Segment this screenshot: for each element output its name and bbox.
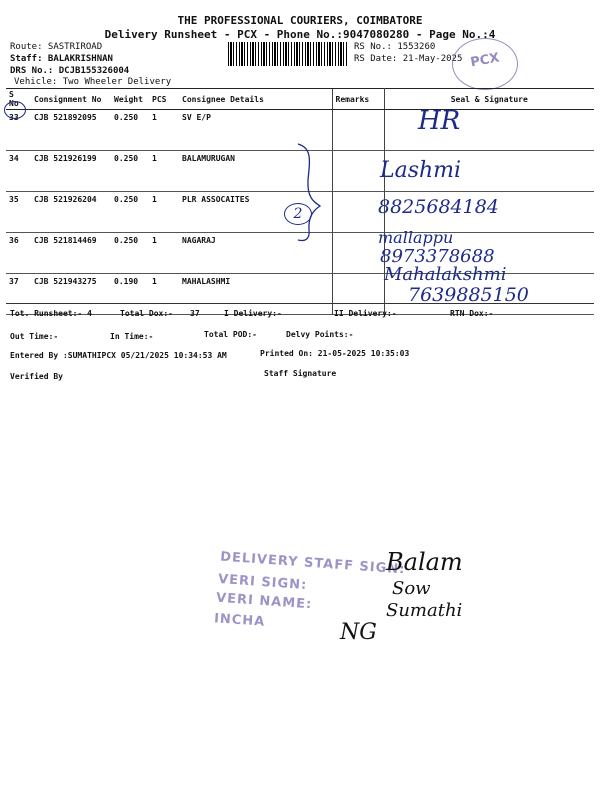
circle-mark (4, 101, 26, 119)
stamp-line-2: VERI SIGN: (217, 571, 308, 594)
circled-two-text: 2 (293, 206, 303, 222)
tot-runsheet: Tot. Runsheet:- 4 (10, 309, 92, 318)
verified-by: Verified By (10, 372, 63, 381)
bracket-mark (280, 140, 330, 245)
staff-signature: Staff Signature (264, 369, 337, 378)
total-pod: Total POD:- (204, 330, 257, 339)
weight: 0.250 (114, 154, 139, 163)
consignee: NAGARAJ (182, 236, 216, 245)
col-seal: Seal & Signature (384, 89, 594, 110)
stamp-sign-2: Sow (392, 578, 431, 599)
rs-date: RS Date: 21-May-2025 (354, 54, 463, 64)
remarks (332, 233, 384, 274)
in-time: In Time:- (110, 332, 154, 341)
weight: 0.190 (114, 277, 139, 286)
pcs: 1 (152, 277, 157, 286)
sno: 37 (9, 277, 19, 286)
route: Route: SASTRIROAD (10, 42, 103, 52)
stamp-line-3: VERI NAME: (215, 590, 313, 613)
pcs: 1 (152, 113, 157, 122)
weight: 0.250 (114, 195, 139, 204)
sno: 36 (9, 236, 19, 245)
pcx-stamp (452, 38, 518, 90)
handwritten-phone-3: 7639885150 (408, 284, 529, 306)
stamp-sign-1: Balam (386, 548, 463, 576)
remarks (332, 192, 384, 233)
col-pcs: PCS (149, 89, 179, 110)
out-time: Out Time:- (10, 332, 59, 341)
col-weight: Weight (111, 89, 149, 110)
barcode (228, 42, 348, 66)
entered-by: Entered By :SUMATHIPCX 05/21/2025 10:34:53 AM (10, 351, 227, 360)
remarks (332, 110, 384, 151)
stamp-line-1: DELIVERY STAFF SIGN: (219, 549, 406, 578)
col-sno: S No (6, 89, 31, 110)
handwritten-name-5: Mahalakshmi (384, 264, 507, 285)
company-title: THE PROFESSIONAL COURIERS, COIMBATORE (177, 14, 423, 27)
total-dox-label: Total Dox:- (120, 309, 173, 318)
delvy-points: Delvy Points:- (286, 330, 354, 339)
staff: Staff: BALAKRISHNAN (10, 54, 113, 64)
circled-two (284, 203, 312, 225)
consignment-no: CJB 521926199 (34, 154, 97, 163)
drs-number: DRS No.: DCJB155326004 (10, 66, 130, 76)
total-dox-value: 37 (190, 309, 200, 318)
footer-divider (6, 303, 594, 304)
printed-on: Printed On: 21-05-2025 10:35:03 (260, 349, 410, 358)
consignee: SV E/P (182, 113, 211, 122)
consignment-no: CJB 521926204 (34, 195, 97, 204)
rtn-dox: RTN Dox:- (450, 309, 494, 318)
col-remarks: Remarks (332, 89, 384, 110)
consignment-no: CJB 521892095 (34, 113, 97, 122)
handwritten-name-4: mallappu (378, 228, 454, 247)
sno: 33 (9, 113, 19, 122)
pcx-stamp-text: PCX (469, 50, 501, 71)
sno: 34 (9, 154, 19, 163)
col-consignee: Consignee Details (179, 89, 332, 110)
runsheet-subtitle: Delivery Runsheet - PCX - Phone No.:9047080280 - Page No.:4 (104, 28, 496, 41)
consignee: MAHALASHMI (182, 277, 231, 286)
rs-number: RS No.: 1553260 (354, 42, 436, 52)
vehicle: Vehicle: Two Wheeler Delivery (14, 77, 172, 87)
stamp-sign-3: Sumathi (386, 600, 463, 621)
handwritten-phone-2: 8973378688 (380, 246, 495, 267)
table-header-row (6, 89, 594, 110)
i-delivery: I Delivery:- (224, 309, 282, 318)
stamp-sign-4: NG (340, 620, 377, 645)
pcs: 1 (152, 154, 157, 163)
handwritten-phone-1: 8825684184 (378, 196, 499, 218)
consignment-no: CJB 521943275 (34, 277, 97, 286)
col-consignment: Consignment No (31, 89, 111, 110)
weight: 0.250 (114, 236, 139, 245)
sno: 35 (9, 195, 19, 204)
seal-signature (384, 110, 594, 151)
consignment-no: CJB 521814469 (34, 236, 97, 245)
handwritten-sign-2: Lashmi (380, 158, 462, 183)
weight: 0.250 (114, 113, 139, 122)
handwritten-sign-1: HR (418, 106, 461, 136)
pcs: 1 (152, 195, 157, 204)
pcs: 1 (152, 236, 157, 245)
stamp-line-4: INCHA (213, 611, 266, 630)
remarks (332, 151, 384, 192)
ii-delivery: II Delivery:- (334, 309, 397, 318)
consignee: PLR ASSOCAITES (182, 195, 250, 204)
consignee: BALAMURUGAN (182, 154, 235, 163)
